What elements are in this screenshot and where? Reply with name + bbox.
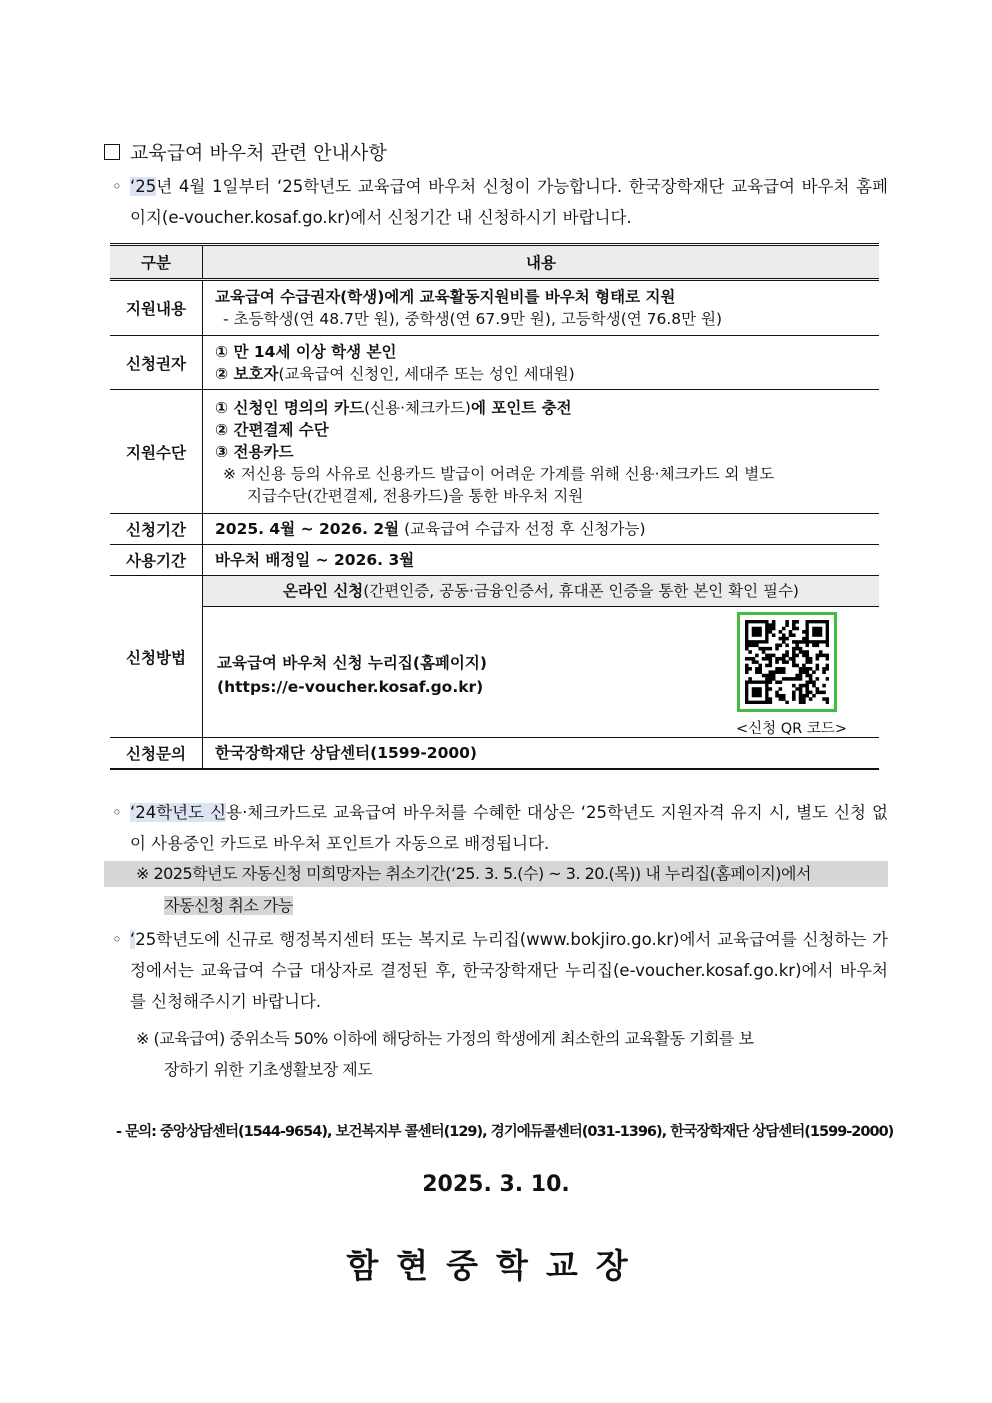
online-apply-bold: 온라인 신청	[283, 582, 364, 600]
homepage-label: 교육급여 바우처 신청 누리집(홈페이지)	[217, 654, 487, 672]
means-item-1-bold: ① 신청인 명의의 카드	[215, 398, 365, 417]
row-label: 신청권자	[110, 336, 203, 390]
row-label: 신청기간	[110, 514, 203, 545]
cancel-note-line-2: 자동신청 취소 가능	[164, 896, 293, 915]
info-table	[110, 243, 879, 770]
means-note-cont: 지급수단(간편결제, 전용카드)을 통한 바우처 지원	[247, 486, 584, 505]
table-row-inquiry	[110, 738, 879, 770]
auto-assign-paragraph	[112, 797, 888, 859]
cancel-note-line-1: ※ 2025학년도 자동신청 미희망자는 취소기간(‘25. 3. 5.(수) ~ 3. 20.(목)) 내 누리집(홈페이지)에서	[104, 861, 888, 887]
cancel-note	[104, 861, 888, 919]
means-item-1-mid: (신용·체크카드)	[364, 398, 471, 417]
para3-text: 25학년도에 신규로 행정복지센터 또는 복지로 누리집(www.bokjiro.go.kr)에서 교육급여를 신청하는 가정에서는 교육급여 수급 대상자로 결정된 후, 한국장학재단 누리집(e-voucher.kosaf.go.kr)에서 바우처를 신청해주시기 바랍니다.	[130, 930, 888, 1011]
row-label: 신청방법	[110, 576, 203, 738]
support-main: 교육급여 수급권자(학생)에게 교육활동지원비를 바우처 형태로 지원	[215, 288, 676, 306]
use-period-text: 바우처 배정일 ~ 2026. 3월	[203, 545, 880, 576]
table-row-apply-period	[110, 514, 879, 545]
contact-info: - 문의: 중앙상담센터(1544-9654), 보건복지부 콜센터(129), 경기에듀콜센터(031-1396), 한국장학재단 상담센터(1599-2000)	[116, 1124, 894, 1140]
table-header-category: 구분	[110, 245, 203, 280]
checkbox-icon	[104, 144, 120, 160]
benefit-note-line-1: ※ (교육급여) 중위소득 50% 이하에 해당하는 가정의 학생에게 최소한의 교육활동 기회를 보	[136, 1029, 754, 1048]
section-title	[104, 138, 387, 165]
online-apply-header	[203, 576, 879, 607]
qr-code-icon[interactable]	[737, 612, 837, 712]
para2-highlight: ‘24학년도 신	[130, 803, 227, 822]
apply-period-bold: 2025. 4월 ~ 2026. 2월	[215, 520, 400, 538]
row-label: 지원내용	[110, 280, 203, 336]
applicant-item-2-rest: (교육급여 신청인, 세대주 또는 성인 세대원)	[278, 364, 575, 383]
intro-highlight: ‘25	[130, 177, 157, 196]
new-applicant-paragraph	[112, 924, 888, 1017]
means-item-1-end: 에 포인트 충전	[470, 398, 572, 417]
education-benefit-note	[104, 1023, 888, 1085]
apply-period-rest: (교육급여 수급자 선정 후 신청가능)	[399, 520, 646, 538]
benefit-note-line-2: 장하기 위한 기초생활보장 제도	[164, 1060, 373, 1079]
homepage-url[interactable]: (https://e-voucher.kosaf.go.kr)	[217, 678, 484, 696]
bullet-icon: ◦	[112, 803, 122, 822]
para2-text: 용·체크카드로 교육급여 바우처를 수혜한 대상은 ‘25학년도 지원자격 유지 시, 별도 신청 없이 사용중인 카드로 바우처 포인트가 자동으로 배정됩니다.	[130, 803, 888, 853]
intro-text: 년 4월 1일부터 ‘25학년도 교육급여 바우처 신청이 가능합니다. 한국장학재단 교육급여 바우처 홈페이지(e-voucher.kosaf.go.kr)에서 신청기간 내 신청하시기 바랍니다.	[130, 177, 888, 227]
table-row-use-period	[110, 545, 879, 576]
inquiry-text: 한국장학재단 상담센터(1599-2000)	[203, 738, 880, 770]
support-detail: - 초등학생(연 48.7만 원), 중학생(연 67.9만 원), 고등학생(연 76.8만 원)	[223, 310, 723, 328]
qr-caption: <신청 QR 코드>	[735, 721, 847, 737]
table-header-content: 내용	[203, 245, 880, 280]
table-row-means	[110, 390, 879, 514]
signer-name: 함현중학교장	[346, 1246, 646, 1285]
means-item-3: ③ 전용카드	[215, 442, 294, 461]
table-row-applicant	[110, 336, 879, 390]
bullet-icon: ◦	[112, 930, 122, 949]
section-title-text: 교육급여 바우처 관련 안내사항	[130, 142, 387, 164]
applicant-item-1: ① 만 14세 이상 학생 본인	[215, 342, 397, 361]
online-apply-rest: (간편인증, 공동·금융인증서, 휴대폰 인증을 통한 본인 확인 필수)	[363, 582, 799, 600]
bullet-icon: ◦	[112, 177, 122, 196]
table-row-method	[110, 576, 879, 738]
applicant-item-2-bold: ② 보호자	[215, 364, 279, 383]
row-label: 사용기간	[110, 545, 203, 576]
para3-highlight: ‘	[130, 930, 136, 949]
issue-date: 2025. 3. 10.	[422, 1172, 570, 1197]
means-item-2: ② 간편결제 수단	[215, 420, 329, 439]
table-row-support	[110, 280, 879, 336]
row-label: 신청문의	[110, 738, 203, 770]
intro-paragraph	[112, 171, 888, 233]
row-label: 지원수단	[110, 390, 203, 514]
means-note: ※ 저신용 등의 사유로 신용카드 발급이 어려운 가계를 위해 신용·체크카드 외 별도	[223, 464, 775, 483]
